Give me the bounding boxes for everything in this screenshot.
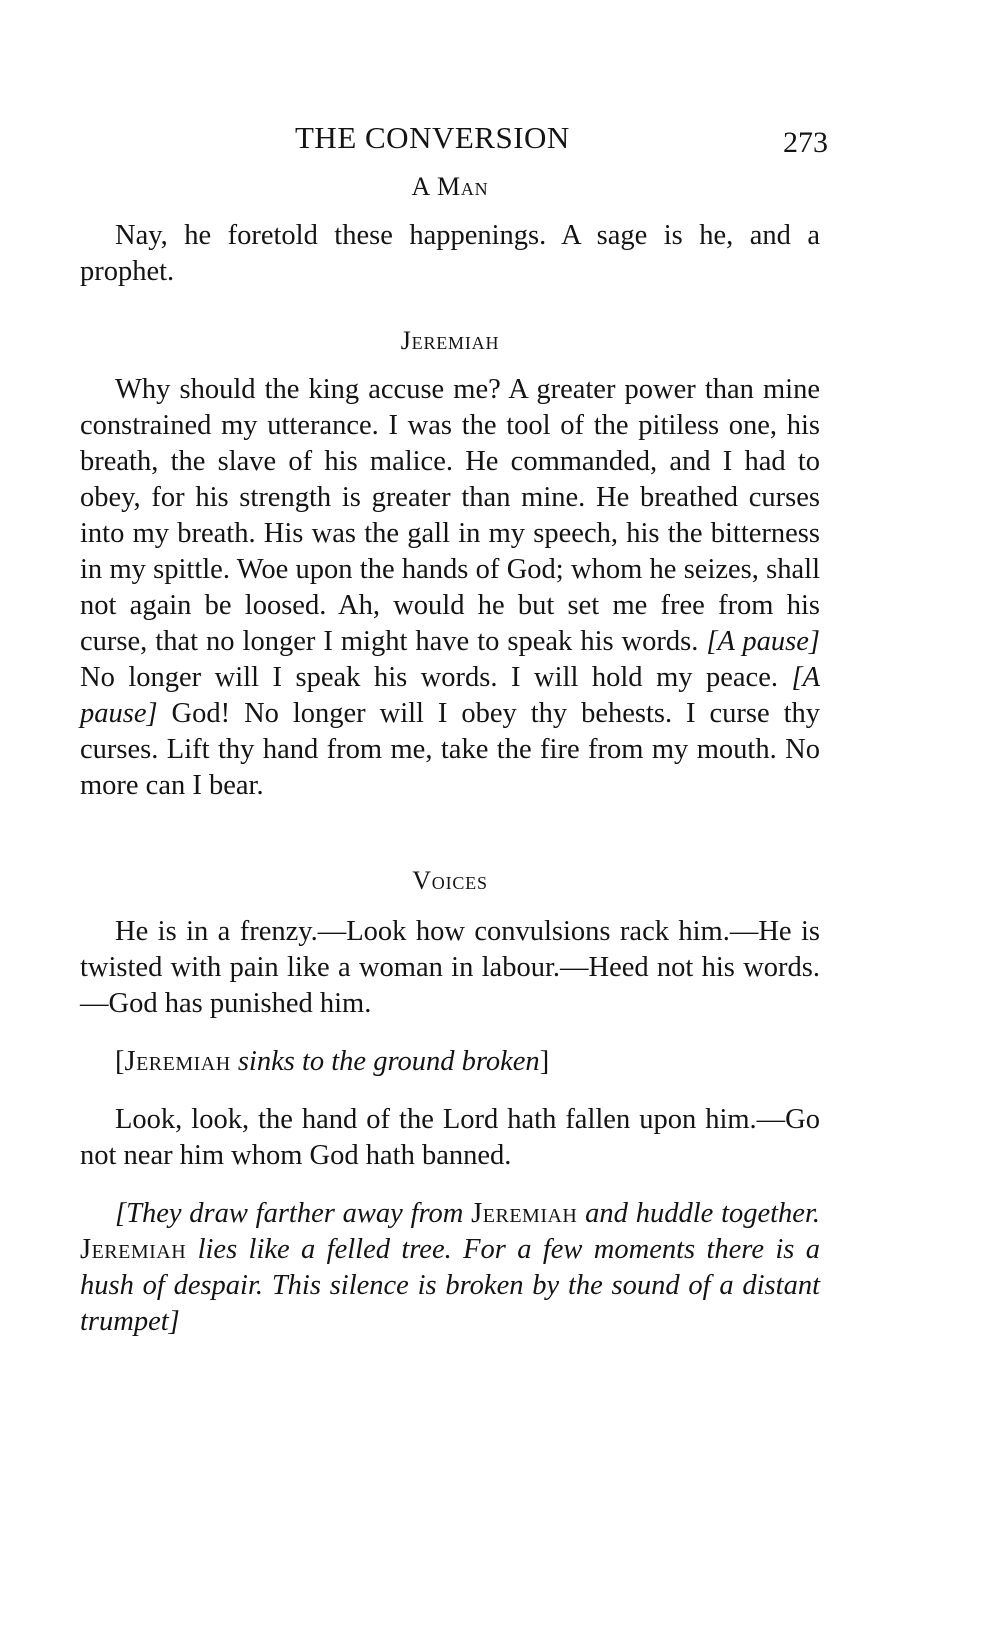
speech-voices-continued: Look, look, the hand of the Lord hath fallen upon him.—Go not near him whom God hath banned. <box>80 1104 820 1171</box>
running-title: THE CONVERSION <box>295 120 570 155</box>
stage-final-c: lies like a felled tree. For a few moments there is a hush of despair. This silence is broken by the sound of a distant trumpet] <box>80 1234 820 1337</box>
speech-jeremiah <box>80 372 820 804</box>
stage-direction-pause-2: [A pause] <box>80 662 820 729</box>
page-number: 273 <box>783 126 828 159</box>
stage-final-a: [They draw farther away from <box>115 1198 472 1229</box>
speaker-voices: Voices <box>412 866 488 895</box>
stage-final-b: and huddle together. <box>577 1198 821 1229</box>
stage-direction-pause-1: [A pause] <box>706 626 820 657</box>
speech-jeremiah-part3: God! No longer will I obey thy behests. I curse thy curses. Lift thy hand from me, take the fire from my mouth. No more can I bear. <box>80 698 820 801</box>
stage-final-name-1: Jeremiah <box>471 1198 578 1229</box>
speaker-a-man: A Man <box>411 172 489 201</box>
stage-direction-sinks <box>80 1044 820 1080</box>
speech-jeremiah-part1: Why should the king accuse me? A greater power than mine constrained my utterance. I was the tool of the pitiless one, his breath, the slave of his malice. He commanded, and I had to obey, for his strength is greater than mine. He breathed curses into my breath. His was the gall in my speech, his the bitterness in my spittle. Woe upon the hands of God; whom he seizes, shall not again be loosed. Ah, would he but set me free from his curse, that no longer I might have to speak his words. <box>80 374 820 657</box>
speaker-jeremiah: Jeremiah <box>400 326 500 355</box>
stage-direction-final <box>80 1196 820 1340</box>
running-head <box>80 108 828 159</box>
speech-jeremiah-part2: No longer will I speak his words. I will hold my peace. <box>80 662 792 693</box>
stage-name-jeremiah: Jeremiah <box>124 1046 231 1077</box>
speech-voices: He is in a frenzy.—Look how convulsions rack him.—He is twisted with pain like a woman in labour.—Heed not his words.—God has punished him. <box>80 916 820 1019</box>
bracket-close: ] <box>539 1046 550 1077</box>
bracket-open: [ <box>115 1046 125 1077</box>
speech-a-man: Nay, he foretold these happenings. A sage is he, and a prophet. <box>80 220 820 287</box>
book-page <box>80 108 828 1340</box>
stage-action: sinks to the ground broken <box>230 1046 540 1077</box>
stage-final-name-2: Jeremiah <box>80 1234 187 1265</box>
